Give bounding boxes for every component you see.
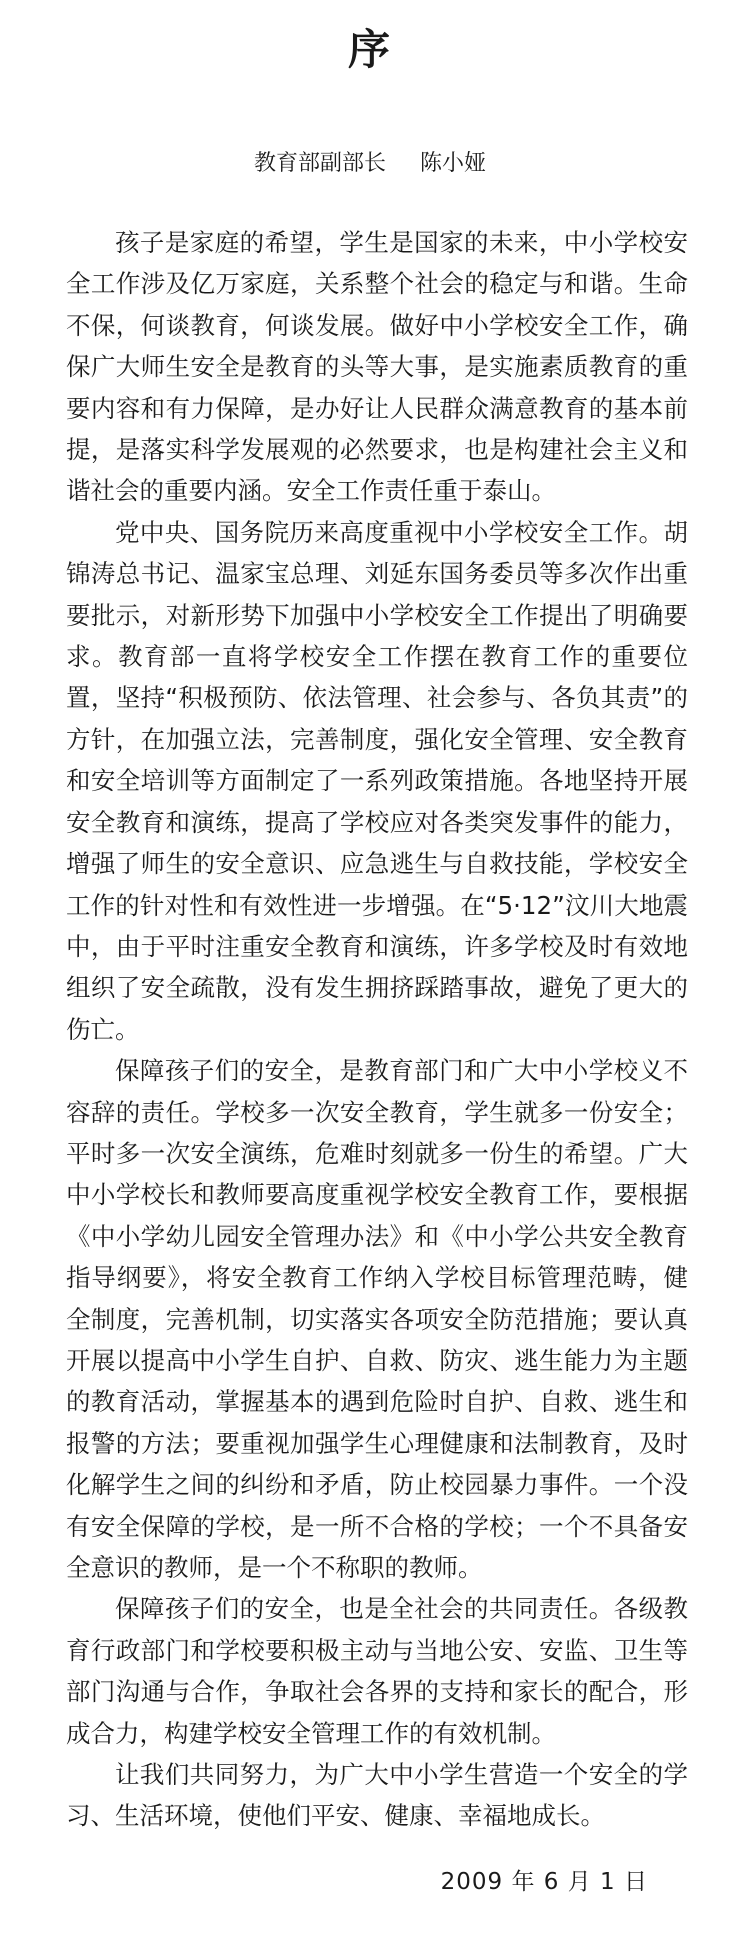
signature-date: 2009 年 6 月 1 日 xyxy=(440,1869,648,1895)
paragraph-1: 孩子是家庭的希望，学生是国家的未来，中小学校安全工作涉及亿万家庭，关系整个社会的稳定与和谐。生命不保，何谈教育，何谈发展。做好中小学校安全工作，确保广大师生安全是教育的头等大事，是实施素质教育的重要内容和有力保障，是办好让人民群众满意教育的基本前提，是落实科学发展观的必然要求，也是构建社会主义和谐社会的重要内涵。安全工作责任重于泰山。 xyxy=(66,228,688,506)
author-line xyxy=(0,148,740,180)
paragraph-2: 党中央、国务院历来高度重视中小学校安全工作。胡锦涛总书记、温家宝总理、刘延东国务委员等多次作出重要批示，对新形势下加强中小学校安全工作提出了明确要求。教育部一直将学校安全工作摆在教育工作的重要位置，坚持“积极预防、依法管理、社会参与、各负其责”的方针，在加强立法，完善制度，强化安全管理、安全教育和安全培训等方面制定了一系列政策措施。各地坚持开展安全教育和演练，提高了学校应对各类突发事件的能力，增强了师生的安全意识、应急逃生与自救技能，学校安全工作的针对性和有效性进一步增强。在“5·12”汶川大地震中，由于平时注重安全教育和演练，许多学校及时有效地组织了安全疏散，没有发生拥挤踩踏事故，避免了更大的伤亡。 xyxy=(66,517,688,1044)
author-title: 教育部副部长 xyxy=(253,151,386,176)
document-body xyxy=(66,222,688,1837)
paragraph-3: 保障孩子们的安全，是教育部门和广大中小学校义不容辞的责任。学校多一次安全教育，学生就多一份安全；平时多一次安全演练，危难时刻就多一份生的希望。广大中小学校长和教师要高度重视学校安全教育工作，要根据《中小学幼儿园安全管理办法》和《中小学公共安全教育指导纲要》，将安全教育工作纳入学校目标管理范畴，健全制度，完善机制，切实落实各项安全防范措施；要认真开展以提高中小学生自护、自救、防灾、逃生能力为主题的教育活动，掌握基本的遇到危险时自护、自救、逃生和报警的方法；要重视加强学生心理健康和法制教育，及时化解学生之间的纠纷和矛盾，防止校园暴力事件。一个没有安全保障的学校，是一所不合格的学校；一个不具备安全意识的教师，是一个不称职的教师。 xyxy=(66,1056,688,1582)
paragraph-5: 让我们共同努力，为广大中小学生营造一个安全的学习、生活环境，使他们平安、健康、幸福地成长。 xyxy=(66,1760,688,1831)
paragraph-4: 保障孩子们的安全，也是全社会的共同责任。各级教育行政部门和学校要积极主动与当地公安、安监、卫生等部门沟通与合作，争取社会各界的支持和家长的配合，形成合力，构建学校安全管理工作的有效机制。 xyxy=(66,1594,688,1748)
document-title: 序 xyxy=(347,25,392,74)
author-name: 陈小娅 xyxy=(420,151,487,176)
